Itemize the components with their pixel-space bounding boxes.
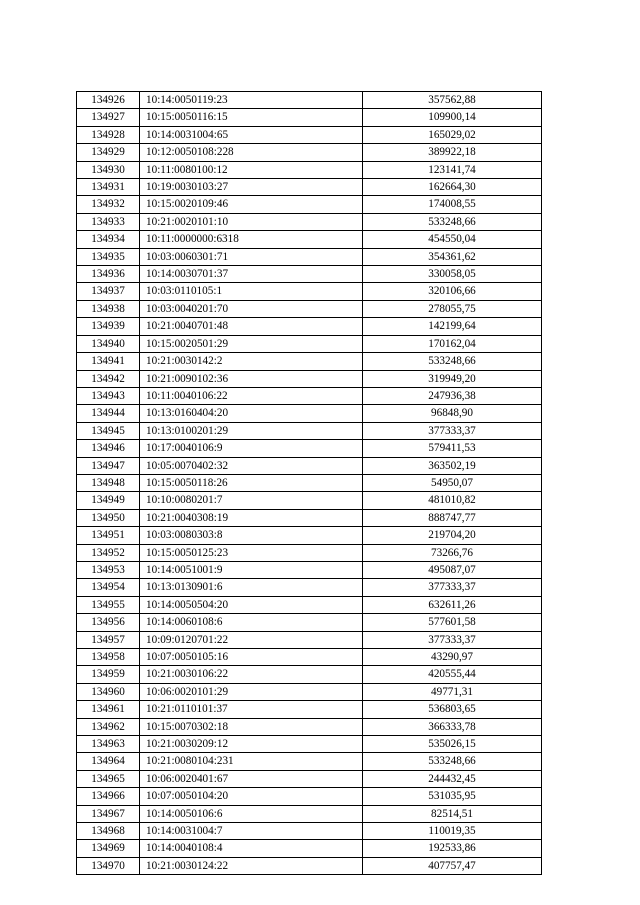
code-cell: 10:21:0030142:2 bbox=[140, 353, 363, 370]
amount-cell: 320106,66 bbox=[363, 283, 542, 300]
table-row bbox=[77, 736, 542, 753]
id-cell: 134940 bbox=[77, 335, 140, 352]
id-cell: 134951 bbox=[77, 527, 140, 544]
id-cell: 134937 bbox=[77, 283, 140, 300]
code-cell: 10:14:0051001:9 bbox=[140, 561, 363, 578]
amount-cell: 495087,07 bbox=[363, 561, 542, 578]
amount-cell: 219704,20 bbox=[363, 527, 542, 544]
amount-cell: 366333,78 bbox=[363, 718, 542, 735]
amount-cell: 377333,37 bbox=[363, 631, 542, 648]
code-cell: 10:14:0050106:6 bbox=[140, 805, 363, 822]
id-cell: 134948 bbox=[77, 474, 140, 491]
code-cell: 10:09:0120701:22 bbox=[140, 631, 363, 648]
table-row bbox=[77, 370, 542, 387]
amount-cell: 377333,37 bbox=[363, 579, 542, 596]
table-row bbox=[77, 161, 542, 178]
code-cell: 10:17:0040106:9 bbox=[140, 440, 363, 457]
table-row bbox=[77, 92, 542, 109]
id-cell: 134931 bbox=[77, 179, 140, 196]
table-row bbox=[77, 701, 542, 718]
id-cell: 134949 bbox=[77, 492, 140, 509]
amount-cell: 278055,75 bbox=[363, 300, 542, 317]
id-cell: 134970 bbox=[77, 857, 140, 874]
table-row bbox=[77, 179, 542, 196]
code-cell: 10:14:0031004:65 bbox=[140, 126, 363, 143]
code-cell: 10:19:0030103:27 bbox=[140, 179, 363, 196]
table-row bbox=[77, 579, 542, 596]
table-row bbox=[77, 718, 542, 735]
code-cell: 10:21:0110101:37 bbox=[140, 701, 363, 718]
amount-cell: 165029,02 bbox=[363, 126, 542, 143]
records-table-body bbox=[77, 92, 542, 875]
amount-cell: 247936,38 bbox=[363, 387, 542, 404]
code-cell: 10:21:0080104:231 bbox=[140, 753, 363, 770]
amount-cell: 54950,07 bbox=[363, 474, 542, 491]
table-row bbox=[77, 300, 542, 317]
table-row bbox=[77, 474, 542, 491]
table-row bbox=[77, 422, 542, 439]
code-cell: 10:14:0060108:6 bbox=[140, 614, 363, 631]
table-row bbox=[77, 109, 542, 126]
amount-cell: 888747,77 bbox=[363, 509, 542, 526]
id-cell: 134968 bbox=[77, 823, 140, 840]
table-row bbox=[77, 596, 542, 613]
table-row bbox=[77, 666, 542, 683]
table-row bbox=[77, 492, 542, 509]
id-cell: 134969 bbox=[77, 840, 140, 857]
id-cell: 134945 bbox=[77, 422, 140, 439]
id-cell: 134956 bbox=[77, 614, 140, 631]
id-cell: 134962 bbox=[77, 718, 140, 735]
code-cell: 10:05:0070402:32 bbox=[140, 457, 363, 474]
code-cell: 10:21:0020101:10 bbox=[140, 213, 363, 230]
id-cell: 134933 bbox=[77, 213, 140, 230]
code-cell: 10:10:0080201:7 bbox=[140, 492, 363, 509]
code-cell: 10:14:0030701:37 bbox=[140, 266, 363, 283]
code-cell: 10:21:0030209:12 bbox=[140, 736, 363, 753]
code-cell: 10:13:0100201:29 bbox=[140, 422, 363, 439]
code-cell: 10:06:0020401:67 bbox=[140, 770, 363, 787]
amount-cell: 533248,66 bbox=[363, 753, 542, 770]
amount-cell: 407757,47 bbox=[363, 857, 542, 874]
id-cell: 134928 bbox=[77, 126, 140, 143]
table-row bbox=[77, 126, 542, 143]
id-cell: 134942 bbox=[77, 370, 140, 387]
table-row bbox=[77, 683, 542, 700]
id-cell: 134966 bbox=[77, 788, 140, 805]
table-row bbox=[77, 770, 542, 787]
table-row bbox=[77, 857, 542, 874]
amount-cell: 535026,15 bbox=[363, 736, 542, 753]
id-cell: 134958 bbox=[77, 649, 140, 666]
table-row bbox=[77, 196, 542, 213]
amount-cell: 82514,51 bbox=[363, 805, 542, 822]
id-cell: 134955 bbox=[77, 596, 140, 613]
id-cell: 134961 bbox=[77, 701, 140, 718]
id-cell: 134930 bbox=[77, 161, 140, 178]
table-row bbox=[77, 248, 542, 265]
table-row bbox=[77, 283, 542, 300]
table-row bbox=[77, 405, 542, 422]
amount-cell: 389922,18 bbox=[363, 144, 542, 161]
code-cell: 10:15:0050125:23 bbox=[140, 544, 363, 561]
code-cell: 10:11:0000000:6318 bbox=[140, 231, 363, 248]
code-cell: 10:03:0040201:70 bbox=[140, 300, 363, 317]
code-cell: 10:06:0020101:29 bbox=[140, 683, 363, 700]
table-row bbox=[77, 544, 542, 561]
amount-cell: 319949,20 bbox=[363, 370, 542, 387]
table-row bbox=[77, 440, 542, 457]
table-row bbox=[77, 144, 542, 161]
amount-cell: 363502,19 bbox=[363, 457, 542, 474]
code-cell: 10:14:0050119:23 bbox=[140, 92, 363, 109]
amount-cell: 110019,35 bbox=[363, 823, 542, 840]
amount-cell: 174008,55 bbox=[363, 196, 542, 213]
amount-cell: 632611,26 bbox=[363, 596, 542, 613]
table-row bbox=[77, 213, 542, 230]
id-cell: 134957 bbox=[77, 631, 140, 648]
id-cell: 134935 bbox=[77, 248, 140, 265]
amount-cell: 244432,45 bbox=[363, 770, 542, 787]
code-cell: 10:03:0110105:1 bbox=[140, 283, 363, 300]
amount-cell: 330058,05 bbox=[363, 266, 542, 283]
table-row bbox=[77, 335, 542, 352]
amount-cell: 536803,65 bbox=[363, 701, 542, 718]
code-cell: 10:13:0160404:20 bbox=[140, 405, 363, 422]
code-cell: 10:15:0020501:29 bbox=[140, 335, 363, 352]
id-cell: 134941 bbox=[77, 353, 140, 370]
code-cell: 10:03:0080303:8 bbox=[140, 527, 363, 544]
code-cell: 10:14:0040108:4 bbox=[140, 840, 363, 857]
amount-cell: 354361,62 bbox=[363, 248, 542, 265]
amount-cell: 109900,14 bbox=[363, 109, 542, 126]
table-row bbox=[77, 509, 542, 526]
id-cell: 134934 bbox=[77, 231, 140, 248]
code-cell: 10:14:0050504:20 bbox=[140, 596, 363, 613]
amount-cell: 577601,58 bbox=[363, 614, 542, 631]
id-cell: 134952 bbox=[77, 544, 140, 561]
code-cell: 10:13:0130901:6 bbox=[140, 579, 363, 596]
id-cell: 134927 bbox=[77, 109, 140, 126]
id-cell: 134936 bbox=[77, 266, 140, 283]
table-row bbox=[77, 318, 542, 335]
id-cell: 134950 bbox=[77, 509, 140, 526]
table-row bbox=[77, 805, 542, 822]
table-row bbox=[77, 561, 542, 578]
id-cell: 134960 bbox=[77, 683, 140, 700]
code-cell: 10:15:0050116:15 bbox=[140, 109, 363, 126]
amount-cell: 579411,53 bbox=[363, 440, 542, 457]
id-cell: 134929 bbox=[77, 144, 140, 161]
table-row bbox=[77, 231, 542, 248]
amount-cell: 162664,30 bbox=[363, 179, 542, 196]
amount-cell: 533248,66 bbox=[363, 213, 542, 230]
code-cell: 10:14:0031004:7 bbox=[140, 823, 363, 840]
amount-cell: 357562,88 bbox=[363, 92, 542, 109]
amount-cell: 170162,04 bbox=[363, 335, 542, 352]
table-row bbox=[77, 631, 542, 648]
amount-cell: 49771,31 bbox=[363, 683, 542, 700]
code-cell: 10:12:0050108:228 bbox=[140, 144, 363, 161]
code-cell: 10:15:0020109:46 bbox=[140, 196, 363, 213]
table-row bbox=[77, 823, 542, 840]
amount-cell: 142199,64 bbox=[363, 318, 542, 335]
amount-cell: 454550,04 bbox=[363, 231, 542, 248]
amount-cell: 123141,74 bbox=[363, 161, 542, 178]
amount-cell: 43290,97 bbox=[363, 649, 542, 666]
code-cell: 10:21:0040308:19 bbox=[140, 509, 363, 526]
table-row bbox=[77, 614, 542, 631]
id-cell: 134963 bbox=[77, 736, 140, 753]
amount-cell: 533248,66 bbox=[363, 353, 542, 370]
id-cell: 134939 bbox=[77, 318, 140, 335]
table-row bbox=[77, 266, 542, 283]
amount-cell: 73266,76 bbox=[363, 544, 542, 561]
table-row bbox=[77, 649, 542, 666]
id-cell: 134938 bbox=[77, 300, 140, 317]
table-row bbox=[77, 753, 542, 770]
code-cell: 10:21:0040701:48 bbox=[140, 318, 363, 335]
amount-cell: 481010,82 bbox=[363, 492, 542, 509]
table-row bbox=[77, 788, 542, 805]
amount-cell: 420555,44 bbox=[363, 666, 542, 683]
amount-cell: 377333,37 bbox=[363, 422, 542, 439]
id-cell: 134954 bbox=[77, 579, 140, 596]
amount-cell: 192533,86 bbox=[363, 840, 542, 857]
code-cell: 10:21:0030106:22 bbox=[140, 666, 363, 683]
id-cell: 134959 bbox=[77, 666, 140, 683]
code-cell: 10:11:0080100:12 bbox=[140, 161, 363, 178]
table-row bbox=[77, 387, 542, 404]
code-cell: 10:21:0090102:36 bbox=[140, 370, 363, 387]
code-cell: 10:03:0060301:71 bbox=[140, 248, 363, 265]
id-cell: 134932 bbox=[77, 196, 140, 213]
id-cell: 134964 bbox=[77, 753, 140, 770]
code-cell: 10:21:0030124:22 bbox=[140, 857, 363, 874]
id-cell: 134967 bbox=[77, 805, 140, 822]
code-cell: 10:07:0050104:20 bbox=[140, 788, 363, 805]
code-cell: 10:07:0050105:16 bbox=[140, 649, 363, 666]
code-cell: 10:15:0070302:18 bbox=[140, 718, 363, 735]
table-row bbox=[77, 527, 542, 544]
code-cell: 10:15:0050118:26 bbox=[140, 474, 363, 491]
id-cell: 134926 bbox=[77, 92, 140, 109]
id-cell: 134944 bbox=[77, 405, 140, 422]
table-row bbox=[77, 840, 542, 857]
records-table bbox=[76, 91, 542, 875]
amount-cell: 96848,90 bbox=[363, 405, 542, 422]
table-row bbox=[77, 457, 542, 474]
id-cell: 134946 bbox=[77, 440, 140, 457]
code-cell: 10:11:0040106:22 bbox=[140, 387, 363, 404]
id-cell: 134965 bbox=[77, 770, 140, 787]
id-cell: 134947 bbox=[77, 457, 140, 474]
id-cell: 134953 bbox=[77, 561, 140, 578]
amount-cell: 531035,95 bbox=[363, 788, 542, 805]
table-row bbox=[77, 353, 542, 370]
id-cell: 134943 bbox=[77, 387, 140, 404]
